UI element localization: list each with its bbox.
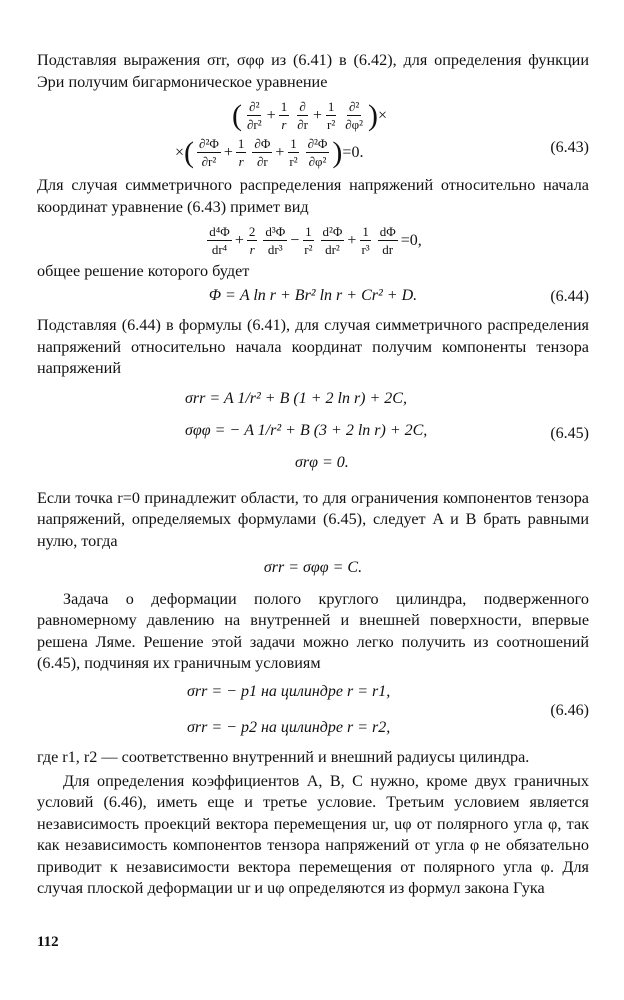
eq-number-6-45: (6.45) — [550, 424, 589, 442]
paragraph-5: Если точка r=0 принадлежит области, то для ограничения компонентов тензора напряжений, определяемых формулами (6.45), следует A и B брать равными нулю, тогда — [37, 488, 589, 550]
paragraph-2: Для случая симметричного распределения напряжений относительно начала координат уравнение (6.43) примет вид — [37, 176, 589, 216]
equation-6-43: ( $\frac{\text{∂²}}{\text{∂r²}}$ + $\frac{1}{r}$ $\frac{\partial}{\partial r}$ + $\frac{1}{\text{r²}}$ $\frac{\text{∂²}}{\text{∂φ²}}$ ) × × ( $\frac{\text{∂²Φ}}{\text{∂r²}}$ + $\frac{1}{r}$ $\frac{\partial\Phi}{\partial r}$ + $\frac{1}{\text{r²}}$ $\frac{\text{∂²Φ}}{\text{∂φ²}}$ ) =0. (6.43) — [175, 98, 589, 170]
equation-6-45 — [37, 388, 589, 480]
page-number: 112 — [37, 934, 59, 950]
equation-symmetric: $\frac{\text{d⁴Φ}}{\text{dr⁴}}$ + $\frac{2}{r}$ $\frac{\text{d³Φ}}{\text{dr³}}$ − $\frac{1}{\text{r²}}$ $\frac{\text{d²Φ}}{\text{dr²}}$ + $\frac{1}{\text{r³}}$ $\frac{d\Phi}{dr}$ =0, — [209, 224, 422, 258]
paragraph-3: общее решение которого будет — [37, 262, 250, 281]
eq646-b: σrr = − p2 на цилиндре r = r2, — [187, 718, 391, 736]
eq644-text: Φ = A ln r + Br² ln r + Cr² + D. — [208, 286, 418, 304]
paragraph-4: Подставляя (6.44) в формулы (6.41), для случая симметричного распределения напряжений относительно начала координат получим компоненты тензора напряжений — [37, 315, 589, 378]
eq-number-6-46: (6.46) — [550, 701, 589, 719]
equation-6-46 — [37, 681, 589, 741]
equation-sigma-c — [37, 557, 589, 583]
paragraph-8: Для определения коэффициентов A, B, C нужно, кроме двух граничных условий (6.46), иметь еще и третье условие. Третьим условием является независимость проекций вектора перемещения ur, uφ от полярного угла φ, так как независимость компонентов тензора напряжений от угла φ не обязательно приводит к независимости вектора перемещения от полярного угла φ. Для случая плоской деформации ur и uφ определяются из формул закона Гука — [37, 771, 589, 898]
eq645-a: σrr = A 1/r² + B (1 + 2 ln r) + 2C, — [185, 389, 407, 407]
eq645-c: σrφ = 0. — [295, 453, 349, 471]
eq645-b: σφφ = − A 1/r² + B (3 + 2 ln r) + 2C, — [185, 421, 428, 439]
paragraph-6: Задача о деформации полого круглого цилиндра, подверженного равномерному давлению на внутренней и внешней поверхности, впервые решена Ляме. Решение этой задачи можно легко получить из соотношений (6.45), подчиняя их граничным условиям — [37, 589, 589, 673]
eq-number-6-44: (6.44) — [550, 287, 589, 305]
paragraph-7: где r1, r2 — соответственно внутренний и внешний радиусы цилиндра. — [37, 747, 530, 766]
paragraph-1: Подставляя выражения σrr, σφφ из (6.41) в (6.42), для определения функции Эри получим бигармоническое уравнение — [37, 51, 589, 91]
eq-number-6-43: (6.43) — [550, 139, 589, 157]
document-page — [37, 50, 589, 900]
equation-6-44 — [37, 285, 589, 309]
eq-sigma-text: σrr = σφφ = C. — [263, 558, 363, 576]
eq646-a: σrr = − p1 на цилиндре r = r1, — [187, 682, 391, 700]
